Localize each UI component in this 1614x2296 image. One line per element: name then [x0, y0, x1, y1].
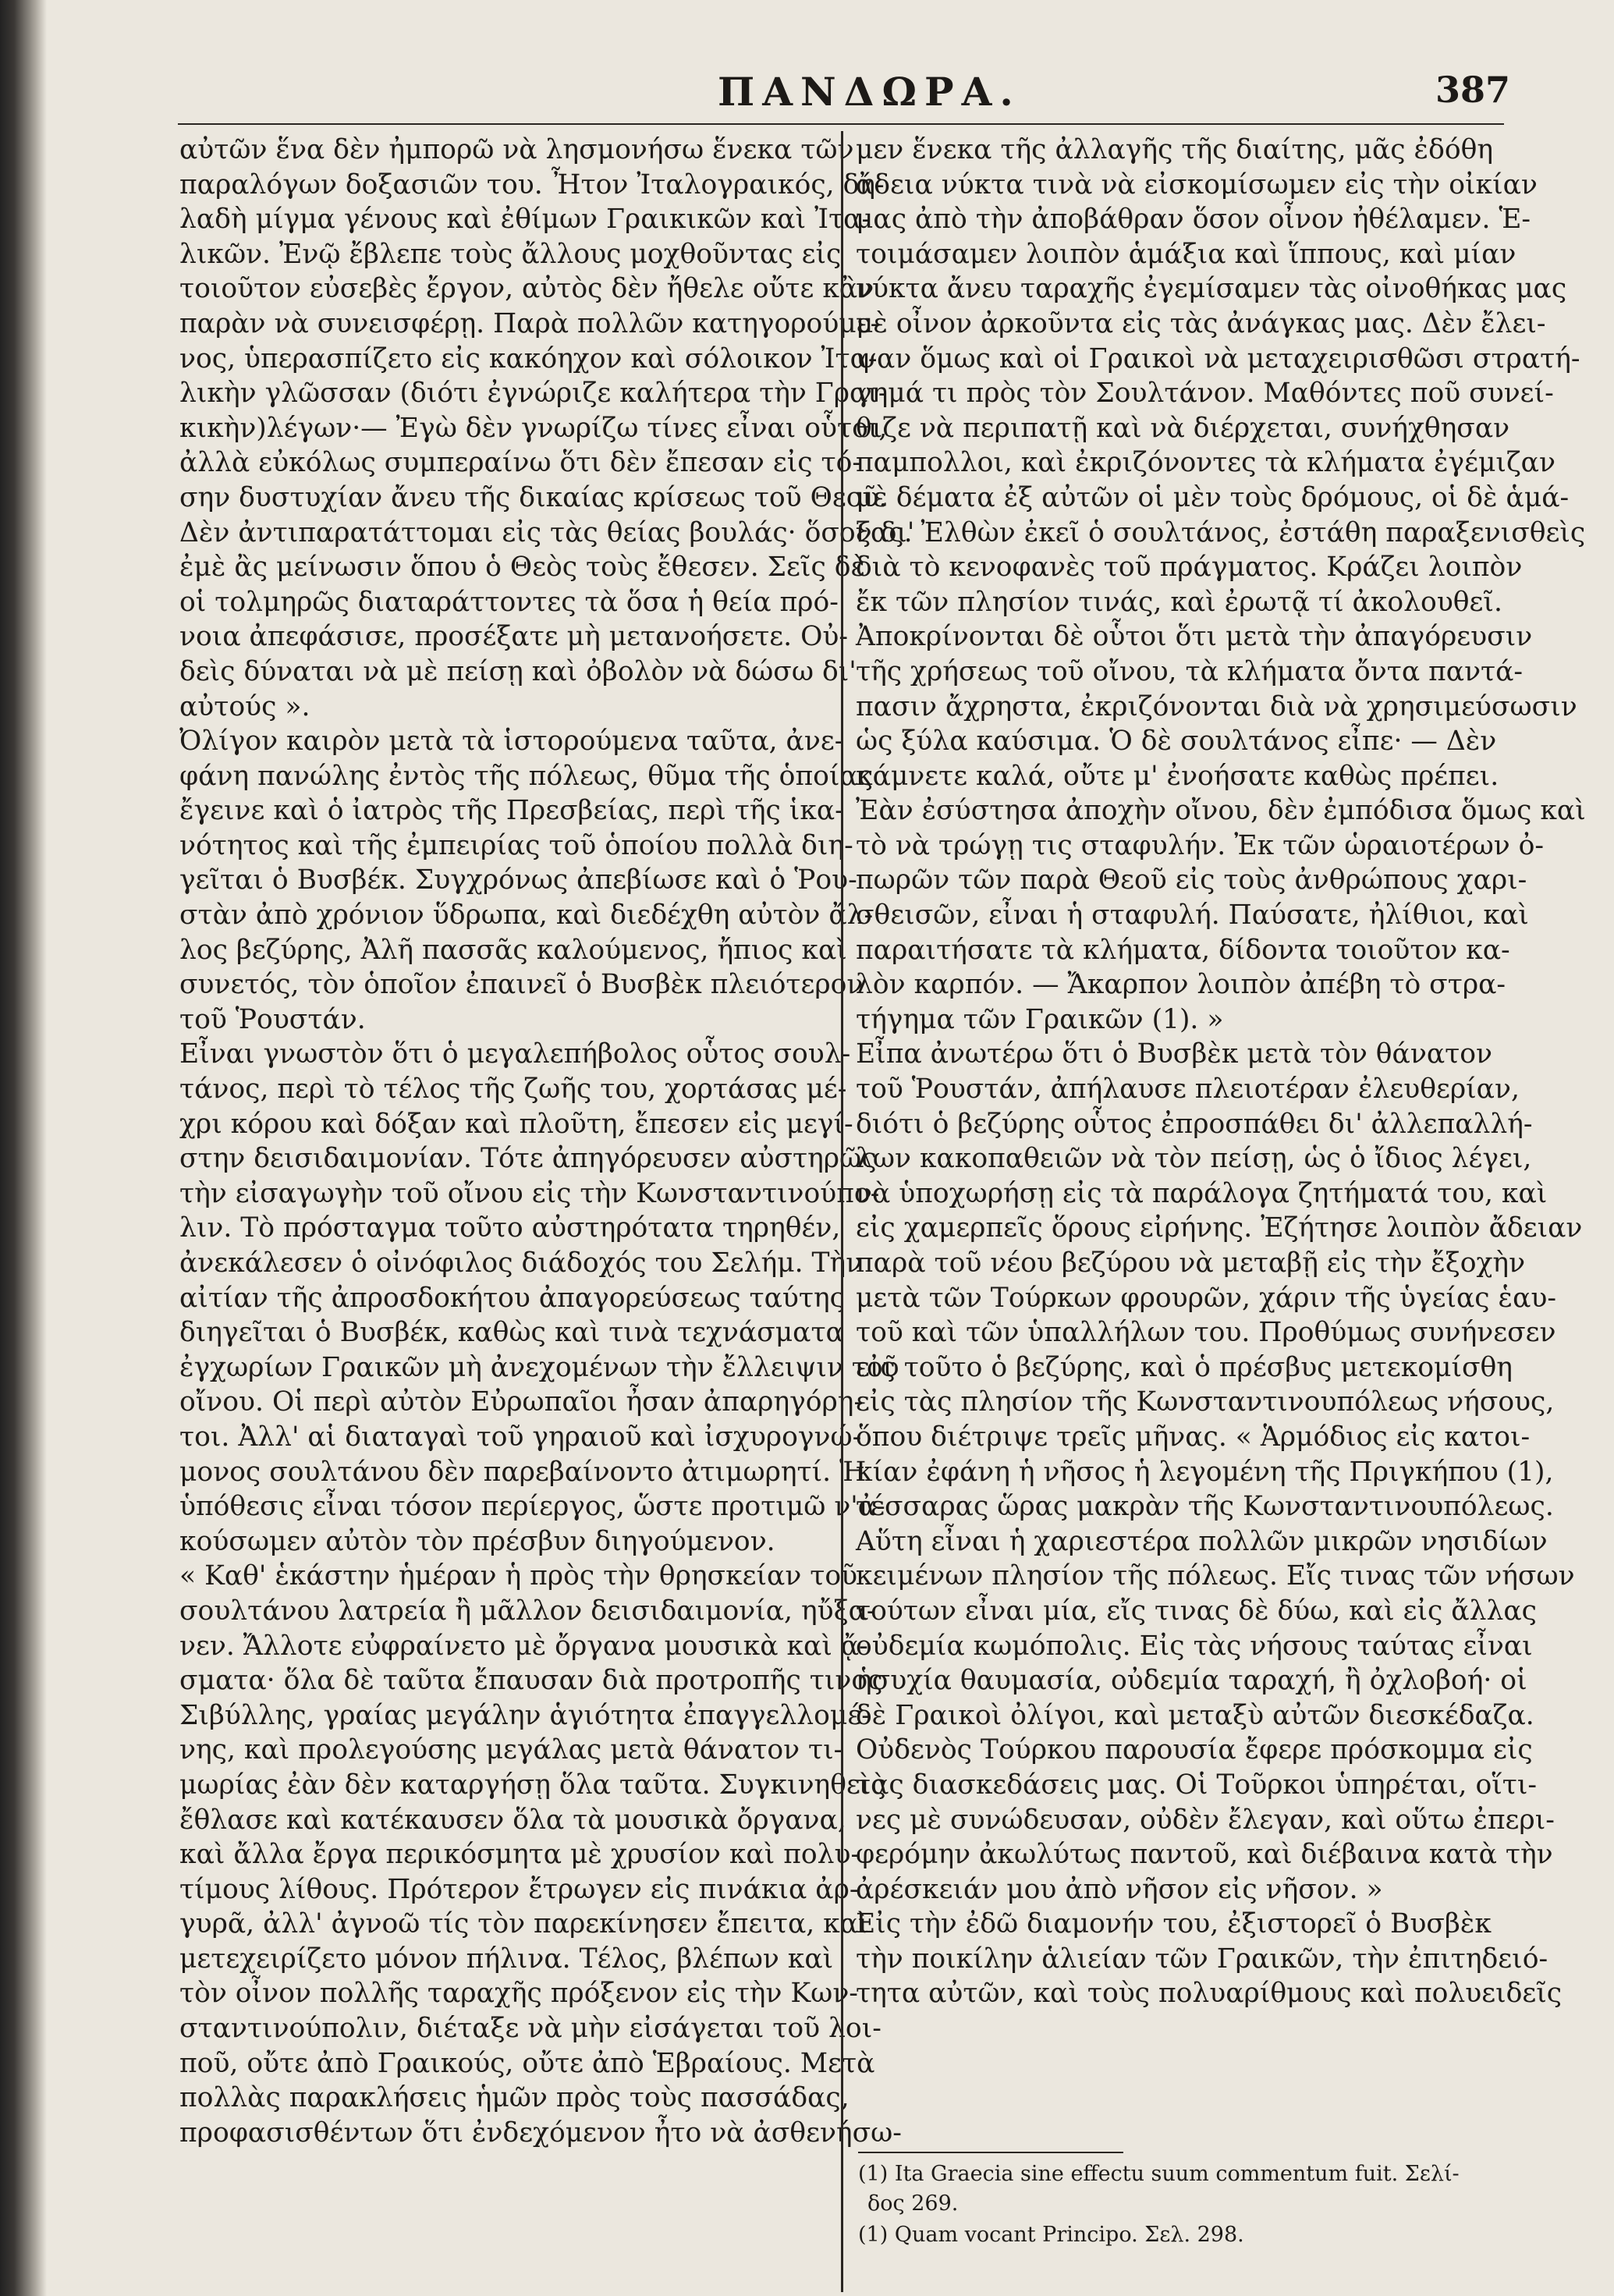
text-line: κικὴν)λέγων·— Ἐγὼ δὲν γνωρίζω τίνες εἶναι οὗτοι, [179, 412, 888, 444]
text-line: τητα αὐτῶν, καὶ τοὺς πολυαρίθμους καὶ πολυειδεῖς [856, 1978, 1563, 2010]
text-line: τὸ νὰ τρώγῃ τις σταφυλήν. Ἐκ τῶν ὡραιοτέρων ὀ- [856, 829, 1545, 861]
text-line: λος βεζύρης, Ἀλῆ πασσᾶς καλούμενος, ἤπιος καὶ [179, 934, 847, 966]
text-line: ψαν ὅμως καὶ οἱ Γραικοὶ νὰ μεταχειρισθῶσι στρατή- [856, 342, 1580, 374]
text-line: νεν. Ἄλλοτε εὐφραίνετο μὲ ὄργανα μουσικὰ καὶ ᾄ- [179, 1630, 868, 1662]
text-line: νὰ ὑποχωρήσῃ εἰς τὰ παράλογα ζητήματά του, καὶ [856, 1177, 1548, 1209]
text-line: Ἐὰν ἐσύστησα ἀποχὴν οἴνου, δὲν ἐμπόδισα ὅμως καὶ [856, 795, 1586, 827]
text-line: νοια ἀπεφάσισε, προσέξατε μὴ μετανοήσετε. Οὐ- [179, 621, 849, 653]
text-line: διὰ τὸ κενοφανὲς τοῦ πράγματος. Κράζει λοιπὸν [856, 552, 1523, 584]
text-line: παραλόγων δοξασιῶν του. Ἦτον Ἰταλογραικός, δη- [179, 169, 885, 201]
text-line: ἄδεια νύκτα τινὰ νὰ εἰσκομίσωμεν εἰς τὴν οἰκίαν [856, 169, 1538, 201]
text-line: τὰς διασκεδάσεις μας. Οἱ Τοῦρκοι ὑπηρέται, οἵτι- [856, 1769, 1538, 1801]
text-line: κειμένων πλησίον τῆς πόλεως. Εἴς τινας τῶν νήσων [856, 1560, 1575, 1592]
text-line: ὅπου διέτριψε τρεῖς μῆνας. « Ἁρμόδιος εἰς κατοι- [856, 1421, 1531, 1453]
text-line: τοῦ Ῥουστάν, ἀπήλαυσε πλειοτέραν ἐλευθερίαν, [856, 1073, 1520, 1105]
text-line: λὸν καρπόν. — Ἄκαρπον λοιπὸν ἀπέβη τὸ στρα- [856, 969, 1506, 1001]
text-line: φάνη πανώλης ἐντὸς τῆς πόλεως, θῦμα τῆς ὁποίας [179, 760, 874, 792]
text-line: λιν. Τὸ πρόσταγμα τοῦτο αὐστηρότατα τηρηθέν, [179, 1212, 841, 1244]
text-line: κίαν ἐφάνη ἡ νῆσος ἡ λεγομένη τῆς Πριγκήπου (1), [856, 1456, 1554, 1488]
text-line: καὶ ἄλλα ἔργα περικόσμητα μὲ χρυσίον καὶ πολυ- [179, 1839, 860, 1871]
text-line: οὐδεμία κωμόπολις. Εἰς τὰς νήσους ταύτας εἶναι [856, 1630, 1533, 1662]
text-line: ἀνεκάλεσεν ὁ οἰνόφιλος διάδοχός του Σελήμ. Τὴν [179, 1247, 863, 1279]
text-line: ἀρέσκειάν μου ἀπὸ νῆσον εἰς νῆσον. » [856, 1873, 1383, 1905]
text-line: εἰς χαμερπεῖς ὅρους εἰρήνης. Ἐζήτησε λοιπὸν ἄδειαν [856, 1212, 1583, 1244]
text-line: γεῖται ὁ Βυσβέκ. Συγχρόνως ἀπεβίωσε καὶ ὁ Ῥου- [179, 864, 857, 896]
text-line: τὴν ποικίλην ἁλιείαν τῶν Γραικῶν, τὴν ἐπιτηδειό- [856, 1943, 1548, 1975]
text-line: ἐμὲ ἂς μείνωσιν ὅπου ὁ Θεὸς τοὺς ἔθεσεν. Σεῖς δὲ [179, 552, 866, 584]
text-line: τοι. Ἀλλ' αἱ διαταγαὶ τοῦ γηραιοῦ καὶ ἰσχυρογνώ- [179, 1421, 862, 1453]
text-line: ἡσυχία θαυμασία, οὐδεμία ταραχή, ἢ ὀχλοβοή· οἱ [856, 1665, 1527, 1697]
text-line: γημά τι πρὸς τὸν Σουλτάνον. Μαθόντες ποῦ συνεί- [856, 378, 1554, 410]
text-line: κάμνετε καλά, οὔτε μ' ἐνοήσατε καθὼς πρέπει. [856, 760, 1499, 792]
text-line: μὲ δέματα ἐξ αὐτῶν οἱ μὲν τοὺς δρόμους, οἱ δὲ ἁμά- [856, 481, 1570, 513]
footnote-line: (1) Ita Graecia sine effectu suum commentum fuit. Σελί- [858, 2162, 1460, 2186]
text-line: « Καθ' ἑκάστην ἡμέραν ἡ πρὸς τὴν θρησκείαν τοῦ [179, 1560, 858, 1592]
text-line: Σιβύλλης, γραίας μεγάλην ἁγιότητα ἐπαγγελλομέ- [179, 1699, 871, 1731]
text-line: Ὀλίγον καιρὸν μετὰ τὰ ἱστορούμενα ταῦτα, ἀνε- [179, 726, 844, 758]
text-line: νης, καὶ προλεγούσης μεγάλας μετὰ θάνατον τι- [179, 1734, 843, 1766]
text-line: Δὲν ἀντιπαρατάττομαι εἰς τὰς θείας βουλάς· ὅσον δι' [179, 516, 915, 548]
text-line: ἔγεινε καὶ ὁ ἰατρὸς τῆς Πρεσβείας, περὶ τῆς ἱκα- [179, 795, 844, 827]
text-line: λαδὴ μίγμα γένους καὶ ἐθίμων Γραικικῶν καὶ Ἰτα- [179, 204, 871, 236]
text-line: τῆς χρήσεως τοῦ οἴνου, τὰ κλήματα ὄντα παντά- [856, 655, 1524, 687]
text-line: ποῦ, οὔτε ἀπὸ Γραικούς, οὔτε ἀπὸ Ἑβραίους. Μετὰ [179, 2047, 875, 2079]
text-line: εἰς τοῦτο ὁ βεζύρης, καὶ ὁ πρέσβυς μετεκομίσθη [856, 1351, 1513, 1383]
text-line: νότητος καὶ τῆς ἐμπειρίας τοῦ ὁποίου πολλὰ διη- [179, 829, 853, 861]
page-gutter-shadow [0, 0, 47, 2296]
text-line: γυρᾶ, ἀλλ' ἀγνοῶ τίς τὸν παρεκίνησεν ἔπειτα, καὶ [179, 1908, 869, 1940]
text-line: ἀλλὰ εὐκόλως συμπεραίνω ὅτι δὲν ἔπεσαν εἰς τό- [179, 447, 862, 479]
text-line: νες μὲ συνώδευσαν, οὐδὲν ἔλεγαν, καὶ οὕτω ἐπερι- [856, 1804, 1555, 1836]
text-line: τάνος, περὶ τὸ τέλος τῆς ζωῆς του, χορτάσας μέ- [179, 1073, 847, 1105]
text-line: μετὰ τῶν Τούρκων φρουρῶν, χάριν τῆς ὑγείας ἑαυ- [856, 1282, 1556, 1314]
text-line: σθεισῶν, εἶναι ἡ σταφυλή. Παύσατε, ἠλίθιοι, καὶ [856, 900, 1529, 932]
left-text-column [179, 133, 915, 2150]
footnote-rule [858, 2152, 1123, 2153]
text-line: τίμους λίθους. Πρότερον ἔτρωγεν εἰς πινάκια ἀρ- [179, 1873, 859, 1905]
text-line: τὸν οἶνον πολλῆς ταραχῆς πρόξενον εἰς τὴν Κων- [179, 1978, 858, 2010]
text-line: Εἰς τὴν ἐδῶ διαμονήν του, ἐξιστορεῖ ὁ Βυσβὲκ [856, 1908, 1492, 1940]
text-line: μετεχειρίζετο μόνον πήλινα. Τέλος, βλέπων καὶ [179, 1943, 834, 1975]
text-line: μὲ οἶνον ἀρκοῦντα εἰς τὰς ἀνάγκας μας. Δὲν ἔλει- [856, 307, 1546, 339]
text-line: παρὰν νὰ συνεισφέρῃ. Παρὰ πολλῶν κατηγορούμε- [179, 307, 880, 339]
text-line: λικῶν. Ἐνῷ ἔβλεπε τοὺς ἄλλους μοχθοῦντας εἰς [179, 238, 842, 270]
text-line: τέσσαρας ὥρας μακρὰν τῆς Κωνσταντινουπόλεως. [856, 1491, 1554, 1523]
text-line: ξας. Ἐλθὼν ἐκεῖ ὁ σουλτάνος, ἐστάθη παραξενισθεὶς [856, 516, 1586, 548]
text-line: οἴνου. Οἱ περὶ αὐτὸν Εὐρωπαῖοι ἦσαν ἀπαρηγόρη- [179, 1386, 864, 1418]
text-line: νος, ὑπερασπίζετο εἰς κακόηχον καὶ σόλοικον Ἰτα- [179, 342, 878, 374]
header-rule [178, 123, 1504, 125]
running-header-title: ΠΑΝΔΩΡΑ. [718, 69, 1021, 115]
text-line: τοιμάσαμεν λοιπὸν ἁμάξια καὶ ἵππους, καὶ μίαν [856, 238, 1516, 270]
text-line: τὴν εἰσαγωγὴν τοῦ οἴνου εἰς τὴν Κωνσταντινούπο- [179, 1177, 880, 1209]
text-line: Οὐδενὸς Τούρκου παρουσία ἔφερε πρόσκομμα εἰς [856, 1734, 1533, 1766]
text-line: λων κακοπαθειῶν νὰ τὸν πείσῃ, ὡς ὁ ἴδιος λέγει, [856, 1143, 1532, 1175]
text-line: πολλὰς παρακλήσεις ἡμῶν πρὸς τοὺς πασσάδας, [179, 2082, 850, 2114]
text-line: τοῦ καὶ τῶν ὑπαλλήλων του. Προθύμως συνήνεσεν [856, 1317, 1556, 1349]
text-line: αἰτίαν τῆς ἀπροσδοκήτου ἀπαγορεύσεως ταύτης [179, 1282, 845, 1314]
text-line: δὲ Γραικοὶ ὀλίγοι, καὶ μεταξὺ αὐτῶν διεσκέδαζα. [856, 1699, 1534, 1731]
text-line: ἐγχωρίων Γραικῶν μὴ ἀνεχομένων τὴν ἔλλειψιν τοῦ [179, 1351, 899, 1383]
text-line: θιζε νὰ περιπατῇ καὶ νὰ διέρχεται, συνήχθησαν [856, 412, 1510, 444]
text-line: στὰν ἀπὸ χρόνιον ὕδρωπα, καὶ διεδέχθη αὐτὸν ἄλ- [179, 900, 874, 932]
text-line: σταντινούπολιν, διέταξε νὰ μὴν εἰσάγεται τοῦ λοι- [179, 2013, 881, 2045]
page-number: 387 [1435, 69, 1511, 111]
footnote-line: (1) Quam vocant Principo. Σελ. 298. [858, 2223, 1244, 2247]
text-line: ὑπόθεσις εἶναι τόσον περίεργος, ὥστε προτιμῶ ν'ἀ- [179, 1491, 885, 1523]
text-line: τήγημα τῶν Γραικῶν (1). » [856, 1003, 1224, 1035]
text-line: νύκτα ἄνευ ταραχῆς ἐγεμίσαμεν τὰς οἰνοθήκας μας [856, 273, 1567, 305]
text-line: μεν ἕνεκα τῆς ἀλλαγῆς τῆς διαίτης, μᾶς ἐδόθη [856, 134, 1494, 165]
text-line: διότι ὁ βεζύρης οὗτος ἐπροσπάθει δι' ἀλλεπαλλή- [856, 1108, 1533, 1140]
text-line: παραιτήσατε τὰ κλήματα, δίδοντα τοιοῦτον κα- [856, 934, 1510, 966]
text-line: πασιν ἄχρηστα, ἐκριζόνονται διὰ νὰ χρησιμεύσωσιν [856, 690, 1577, 722]
text-line: λικὴν γλῶσσαν (διότι ἐγνώριζε καλήτερα τὴν Γραι- [179, 378, 888, 410]
text-line: μωρίας ἐὰν δὲν καταργήσῃ ὅλα ταῦτα. Συγκινηθεὶς [179, 1769, 886, 1801]
text-line: Αὕτη εἶναι ἡ χαριεστέρα πολλῶν μικρῶν νησιδίων [856, 1525, 1548, 1557]
text-line: τούτων εἶναι μία, εἴς τινας δὲ δύω, καὶ εἰς ἄλλας [856, 1595, 1537, 1627]
text-line: κούσωμεν αὐτὸν τὸν πρέσβυν διηγούμενον. [179, 1525, 775, 1557]
text-line: τοιοῦτον εὐσεβὲς ἔργον, αὐτὸς δὲν ἤθελε οὔτε κἂν [179, 273, 874, 305]
text-line: πωρῶν τῶν παρὰ Θεοῦ εἰς τοὺς ἀνθρώπους χαρι- [856, 864, 1527, 896]
right-text-column [856, 133, 1586, 2011]
text-line: εἰς τὰς πλησίον τῆς Κωνσταντινουπόλεως νήσους, [856, 1386, 1555, 1418]
text-line: τοῦ Ῥουστάν. [179, 1003, 366, 1035]
text-line: στην δεισιδαιμονίαν. Τότε ἀπηγόρευσεν αὐστηρῶς [179, 1143, 877, 1175]
text-line: Εἶναι γνωστὸν ὅτι ὁ μεγαλεπήβολος οὗτος σουλ- [179, 1038, 851, 1070]
text-line: φερόμην ἀκωλύτως παντοῦ, καὶ διέβαινα κατὰ τὴν [856, 1839, 1553, 1871]
text-line: οἱ τολμηρῶς διαταράττοντες τὰ ὅσα ἡ θεία πρό- [179, 586, 839, 618]
text-line: σην δυστυχίαν ἄνευ τῆς δικαίας κρίσεως τοῦ Θεοῦ. [179, 481, 888, 513]
text-line: συνετός, τὸν ὁποῖον ἐπαινεῖ ὁ Βυσβὲκ πλειότερον [179, 969, 864, 1001]
text-line: προφασισθέντων ὅτι ἐνδεχόμενον ἦτο νὰ ἀσθενήσω- [179, 2117, 902, 2149]
text-line: σουλτάνου λατρεία ἢ μᾶλλον δεισιδαιμονία, ηὔξα- [179, 1595, 876, 1627]
text-line: σματα· ὅλα δὲ ταῦτα ἔπαυσαν διὰ προτροπῆς τινος [179, 1665, 883, 1697]
text-line: χρι κόρου καὶ δόξαν καὶ πλοῦτη, ἔπεσεν εἰς μεγί- [179, 1108, 853, 1140]
text-line: ἔθλασε καὶ κατέκαυσεν ὅλα τὰ μουσικὰ ὄργανα, [179, 1804, 846, 1836]
text-line: μας ἀπὸ τὴν ἀποβάθραν ὅσον οἶνον ἠθέλαμεν. Ἑ- [856, 204, 1531, 236]
text-line: ὡς ξύλα καύσιμα. Ὁ δὲ σουλτάνος εἶπε· — Δὲν [856, 726, 1497, 758]
text-line: Ἀποκρίνονται δὲ οὗτοι ὅτι μετὰ τὴν ἀπαγόρευσιν [856, 621, 1533, 653]
text-line: παρὰ τοῦ νέου βεζύρου νὰ μεταβῇ εἰς τὴν ἔξοχὴν [856, 1247, 1526, 1279]
text-line: αὐτῶν ἕνα δὲν ἠμπορῶ νὰ λησμονήσω ἕνεκα τῶν [179, 134, 854, 165]
text-line: δεὶς δύναται νὰ μὲ πείσῃ καὶ ὀβολὸν νὰ δώσω δι' [179, 655, 857, 687]
text-line: μονος σουλτάνου δὲν παρεβαίνοντο ἀτιμωρητί. Ἡ [179, 1456, 867, 1488]
text-line: ἔκ τῶν πλησίον τινάς, καὶ ἐρωτᾷ τί ἀκολουθεῖ. [856, 586, 1502, 618]
text-line: Εἶπα ἀνωτέρω ὅτι ὁ Βυσβὲκ μετὰ τὸν θάνατον [856, 1038, 1492, 1070]
column-divider [841, 131, 843, 2292]
text-line: παμπολλοι, καὶ ἐκριζόνοντες τὰ κλήματα ἐγέμιζαν [856, 447, 1555, 479]
text-line: αὐτούς ». [179, 690, 310, 722]
footnote-line: δος 269. [867, 2191, 959, 2216]
text-line: διηγεῖται ὁ Βυσβέκ, καθὼς καὶ τινὰ τεχνάσματα [179, 1317, 844, 1349]
